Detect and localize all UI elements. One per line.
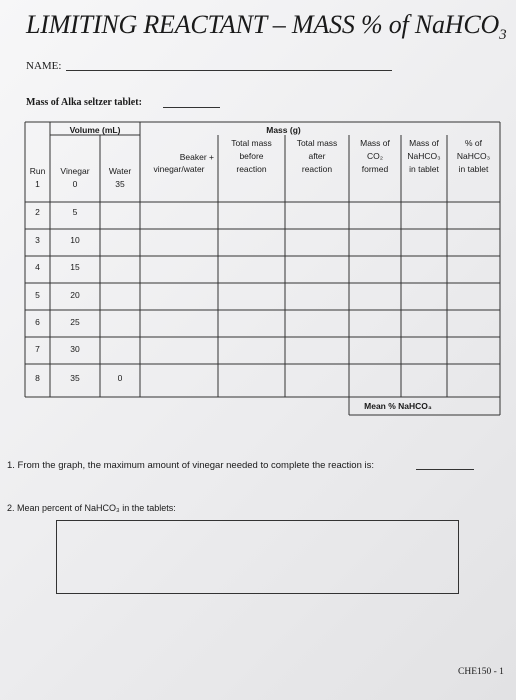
row-7-run: 7 <box>35 344 40 354</box>
col-beaker-line2: vinegar/water <box>153 164 205 174</box>
col-beaker-line1: Beaker + <box>179 152 214 162</box>
col-total-after-line2: after <box>308 151 326 161</box>
volume-header: Volume (mL) <box>69 125 121 135</box>
col-co2-line1: Mass of <box>360 138 390 148</box>
row-3-vinegar: 10 <box>70 235 80 245</box>
page-footer: CHE150 - 1 <box>458 667 504 677</box>
col-nahco3-mass-line1: Mass of <box>409 138 439 148</box>
col-total-after-line1: Total mass <box>296 138 338 148</box>
row-6-vinegar: 25 <box>70 317 80 327</box>
row-7-vinegar: 30 <box>70 344 80 354</box>
row-6-run: 6 <box>35 317 40 327</box>
row-1-vinegar: 0 <box>72 179 78 189</box>
row-2-vinegar: 5 <box>72 207 78 217</box>
row-5-run: 5 <box>35 290 40 300</box>
row-1-water: 35 <box>115 179 125 189</box>
col-total-before-line3: reaction <box>236 164 267 174</box>
name-label: NAME: <box>26 60 62 72</box>
col-co2-line2: CO₂ <box>366 151 384 161</box>
row-4-vinegar: 15 <box>70 262 80 272</box>
row-8-water: 0 <box>117 373 123 383</box>
col-co2-line3: formed <box>361 164 389 174</box>
row-3-run: 3 <box>35 235 40 245</box>
title-text: LIMITING REACTANT – MASS % of NaHCO <box>26 10 500 39</box>
col-run-header: Run <box>29 166 46 176</box>
mean-label: Mean % NaHCO₃ <box>364 401 432 411</box>
row-8-run: 8 <box>35 373 40 383</box>
question-2: 2. Mean percent of NaHCO₃ in the tablets: <box>7 503 176 513</box>
tablet-mass-label: Mass of Alka seltzer tablet: <box>26 97 142 108</box>
col-nahco3-mass-line2: NaHCO₃ <box>407 151 441 161</box>
row-5-vinegar: 20 <box>70 290 80 300</box>
col-total-before-line1: Total mass <box>231 138 272 148</box>
row-4-run: 4 <box>35 262 40 272</box>
col-nahco3-pct-line3: in tablet <box>458 164 489 174</box>
col-water-header: Water <box>108 166 132 176</box>
question-1: 1. From the graph, the maximum amount of vinegar needed to complete the reaction is: <box>7 460 374 471</box>
col-total-after-line3: reaction <box>301 164 333 174</box>
question-1-answer-line[interactable] <box>416 469 474 470</box>
col-nahco3-pct-line2: NaHCO₃ <box>456 151 491 161</box>
title-subscript: 3 <box>499 27 507 44</box>
col-nahco3-pct-line1: % of <box>464 138 482 148</box>
row-1-run: 1 <box>35 179 40 189</box>
col-nahco3-mass-line3: in tablet <box>409 164 439 174</box>
question-2-answer-box[interactable] <box>56 520 459 594</box>
row-2-run: 2 <box>35 207 40 217</box>
mass-header: Mass (g) <box>266 125 301 135</box>
col-vinegar-header: Vinegar <box>60 166 90 176</box>
col-total-before-line2: before <box>239 151 264 161</box>
row-8-vinegar: 35 <box>70 373 80 383</box>
